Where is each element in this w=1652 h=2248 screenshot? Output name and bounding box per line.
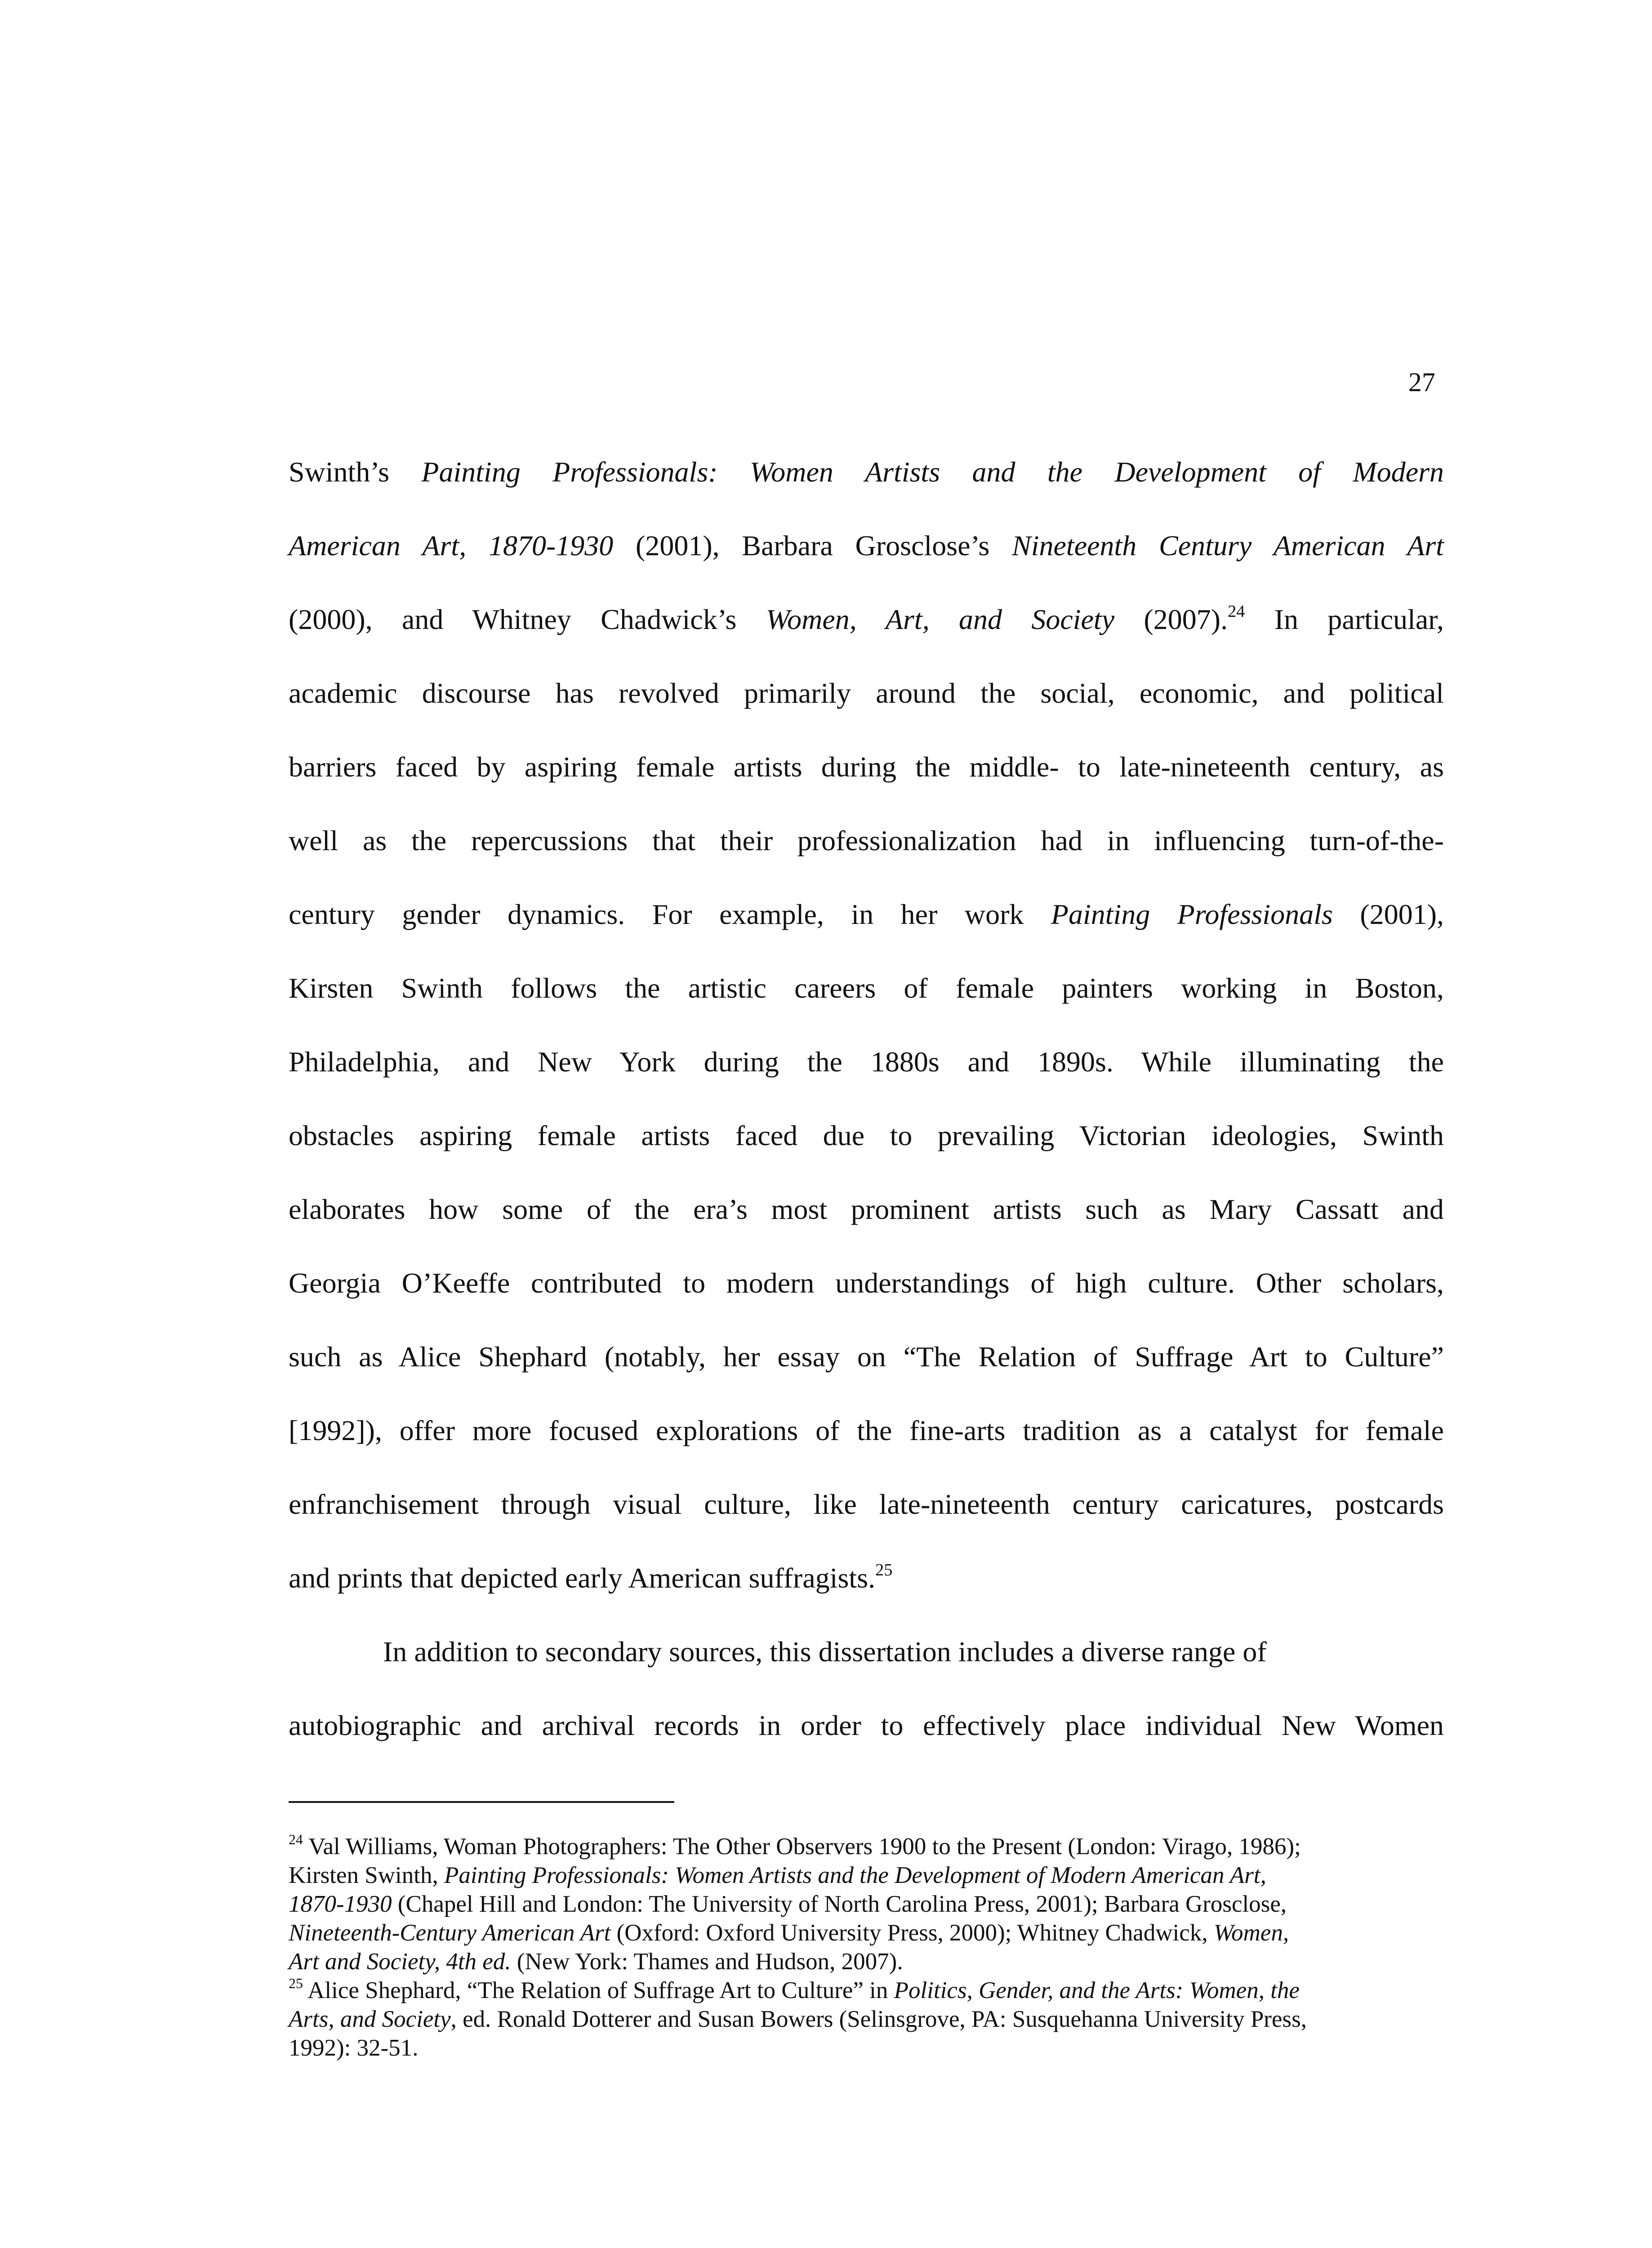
footnote-25-line: $^{25}$ Alice Shephard, “The Relation of Suffrage Art to Culture” in Politics, Gender, and the Arts: Women, the	[289, 1975, 1300, 2003]
body-paragraphs	[289, 435, 1444, 1762]
body-line: enfranchisement through visual culture, like late-nineteenth century caricatures, postcards	[289, 1488, 1444, 1520]
book-title: Painting Professionals: Women Artists and the Development of Modern	[421, 456, 1444, 488]
book-title: American Art, 1870-1930	[289, 530, 614, 562]
body-line: such as Alice Shephard (notably, her essay on “The Relation of Suffrage Art to Culture”	[289, 1341, 1444, 1373]
body-line: In addition to secondary sources, this dissertation includes a diverse range of	[383, 1636, 1267, 1668]
body-line: elaborates how some of the era’s most prominent artists such as Mary Cassatt and	[289, 1193, 1444, 1225]
footnote-25-line: Arts, and Society, ed. Ronald Dotterer and Susan Bowers (Selinsgrove, PA: Susquehanna University Press,	[289, 2006, 1307, 2032]
footnote-24-line: Nineteenth-Century American Art (Oxford: Oxford University Press, 2000); Whitney Chadwick, Women,	[289, 1920, 1289, 1946]
body-line: century gender dynamics. For example, in her work Painting Professionals (2001),	[289, 898, 1444, 930]
book-title: Women, Art, and Society	[766, 603, 1115, 635]
body-line: Georgia O’Keeffe contributed to modern understandings of high culture. Other scholars,	[289, 1267, 1444, 1299]
body-line: [1992]), offer more focused explorations of the fine-arts tradition as a catalyst for female	[289, 1414, 1444, 1446]
footnote-25-line: 1992): 32-51.	[289, 2035, 419, 2061]
footnote-ref-25: 25	[875, 1561, 893, 1580]
footnote-divider	[289, 1801, 674, 1803]
body-line: well as the repercussions that their professionalization had in influencing turn-of-the-	[289, 825, 1444, 856]
body-line: Kirsten Swinth follows the artistic careers of female painters working in Boston,	[289, 972, 1444, 1004]
footnotes	[289, 1832, 1444, 2062]
body-line: autobiographic and archival records in order to effectively place individual New Women	[289, 1709, 1444, 1741]
body-line: and prints that depicted early American suffragists.$^{25}$	[289, 1561, 893, 1594]
footnote-24-line: $^{24}$ Val Williams, Woman Photographers: The Other Observers 1900 to the Present (London: Virago, 1986);	[289, 1831, 1301, 1860]
footnote-24-line: 1870-1930 (Chapel Hill and London: The University of North Carolina Press, 2001); Barbara Grosclose,	[289, 1891, 1287, 1917]
footnote-number-24: 24	[289, 1831, 303, 1847]
body-line: Philadelphia, and New York during the 1880s and 1890s. While illuminating the	[289, 1046, 1444, 1078]
footnote-number-25: 25	[289, 1975, 303, 1991]
body-line: (2000), and Whitney Chadwick’s Women, Art, and Society (2007).$^{24}$ In particular,	[289, 602, 1444, 635]
footnote-24-line: Kirsten Swinth, Painting Professionals: Women Artists and the Development of Modern American Art,	[289, 1862, 1266, 1888]
body-line: barriers faced by aspiring female artists during the middle- to late-nineteenth century, as	[289, 751, 1444, 783]
book-title: Nineteenth Century American Art	[1012, 530, 1444, 562]
footnote-24-line: Art and Society, 4th ed. (New York: Thames and Hudson, 2007).	[289, 1949, 903, 1975]
body-line: Swinth’s Painting Professionals: Women Artists and the Development of Modern	[289, 456, 1444, 488]
body-line: obstacles aspiring female artists faced due to prevailing Victorian ideologies, Swinth	[289, 1120, 1444, 1151]
footnote-ref-24: 24	[1228, 602, 1245, 621]
page-number: 27	[1408, 367, 1435, 397]
book-title: Painting Professionals	[1051, 898, 1333, 930]
body-line: American Art, 1870-1930 (2001), Barbara Grosclose’s Nineteenth Century American Art	[289, 530, 1444, 562]
body-line: academic discourse has revolved primarily around the social, economic, and political	[289, 677, 1444, 709]
